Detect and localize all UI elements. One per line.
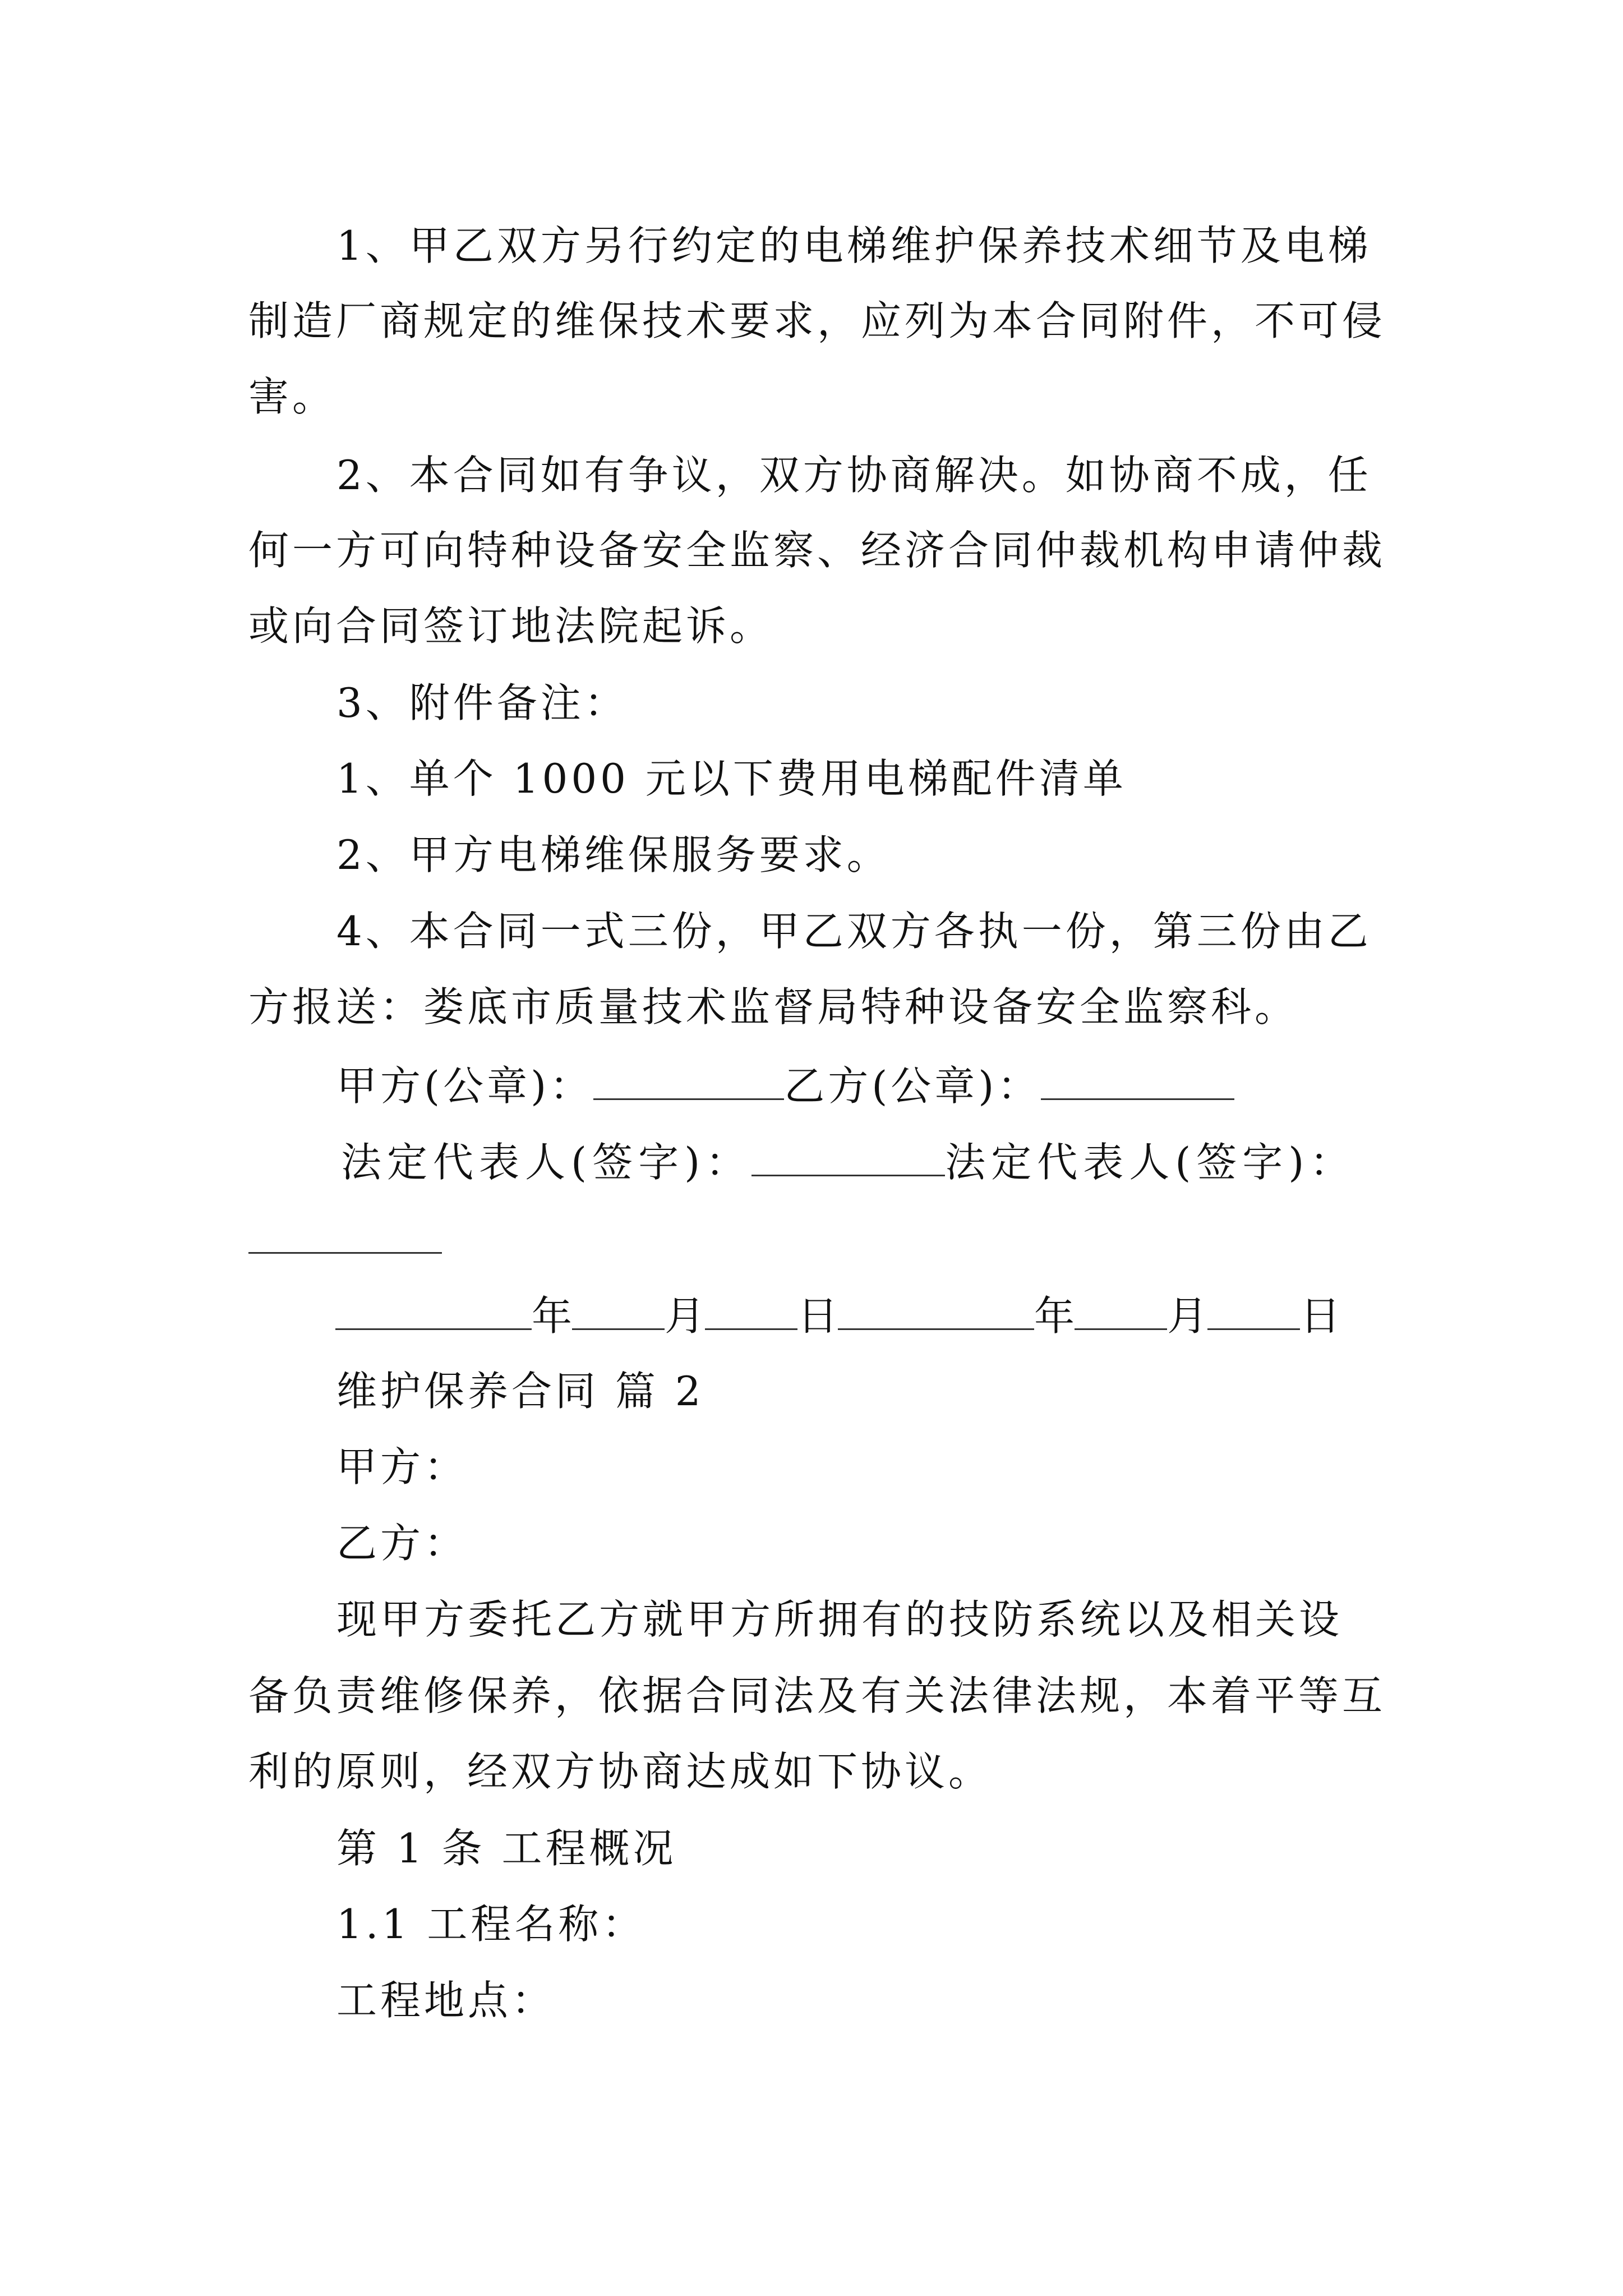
para4-line1: 4、本合同一式三份，甲乙双方各执一份，第三份由乙 — [336, 908, 1372, 955]
party-b-rep-label: 法定代表人(签字)： — [945, 1139, 1356, 1186]
party-b-seal-label: 乙方(公章)： — [784, 1062, 1041, 1110]
party-b-year-label: 年 — [1034, 1292, 1075, 1340]
party-a-day-label: 日 — [797, 1292, 838, 1340]
item-1-1-project-name: 1.1 工程名称： — [336, 1901, 646, 1948]
seal-line — [336, 1058, 1234, 1111]
party-b-year-blank — [838, 1288, 1034, 1330]
party-a-day-blank — [705, 1288, 797, 1330]
party-a-rep-blank — [751, 1134, 945, 1176]
party-a-month-label: 月 — [665, 1292, 706, 1340]
project-location: 工程地点： — [336, 1977, 556, 2024]
representative-line — [341, 1134, 1355, 1188]
intro-line1: 现甲方委托乙方就甲方所拥有的技防系统以及相关设 — [336, 1596, 1343, 1643]
party-a-year-label: 年 — [532, 1292, 573, 1340]
para1-line1: 1、甲乙双方另行约定的电梯维护保养技术细节及电梯 — [336, 222, 1372, 269]
party-b-month-blank — [1075, 1288, 1167, 1330]
attachment-item-2: 2、甲方电梯维保服务要求。 — [336, 831, 891, 878]
party-b-rep-blank — [248, 1252, 442, 1254]
intro-line3: 利的原则，经双方协商达成如下协议。 — [248, 1748, 993, 1795]
section2-party-b: 乙方： — [336, 1520, 468, 1567]
para1-line2: 制造厂商规定的维保技术要求，应列为本合同附件，不可侵 — [248, 297, 1386, 344]
para2-line3: 或向合同签订地法院起诉。 — [248, 602, 774, 650]
party-a-rep-label: 法定代表人(签字)： — [341, 1139, 752, 1186]
para2-line2: 何一方可向特种设备安全监察、经济合同仲裁机构申请仲裁 — [248, 527, 1386, 574]
party-a-month-blank — [572, 1288, 665, 1330]
party-a-seal-label: 甲方(公章)： — [336, 1062, 594, 1110]
attachment-item-1: 1、单个 1000 元以下费用电梯配件清单 — [336, 755, 1127, 802]
party-a-seal-blank — [593, 1058, 784, 1100]
party-b-seal-blank — [1041, 1058, 1234, 1100]
para4-line2: 方报送：娄底市质量技术监督局特种设备安全监察科。 — [248, 983, 1299, 1030]
date-line — [335, 1288, 1340, 1341]
party-b-day-label: 日 — [1300, 1292, 1341, 1340]
article1-heading: 第 1 条 工程概况 — [336, 1825, 677, 1872]
section2-party-a: 甲方： — [336, 1443, 468, 1490]
party-b-month-label: 月 — [1167, 1292, 1208, 1340]
para2-line1: 2、本合同如有争议，双方协商解决。如协商不成，任 — [336, 452, 1372, 499]
para1-line3: 害。 — [248, 373, 336, 420]
party-b-day-blank — [1207, 1288, 1300, 1330]
intro-line2: 备负责维修保养，依据合同法及有关法律法规，本着平等互 — [248, 1672, 1386, 1719]
para3-attachments-note: 3、附件备注： — [336, 679, 628, 726]
party-a-year-blank — [335, 1288, 532, 1330]
section2-title: 维护保养合同 篇 2 — [336, 1368, 704, 1415]
